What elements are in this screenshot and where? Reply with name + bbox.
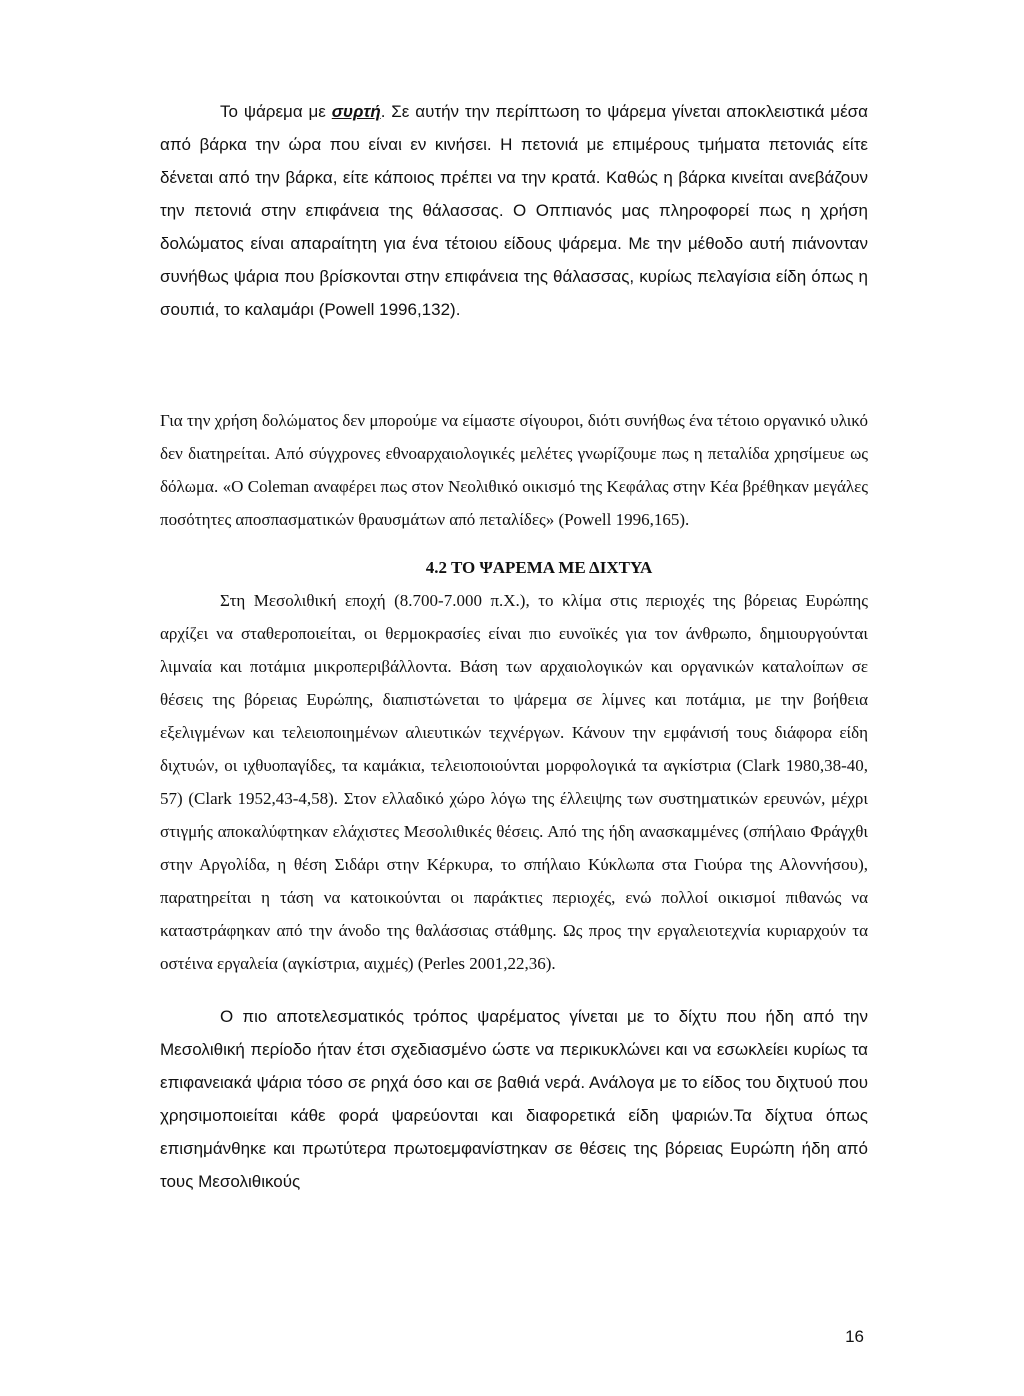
paragraph-body-text: . Σε αυτήν την περίπτωση το ψάρεμα γίνεται αποκλειστικά μέσα από βάρκα την ώρα που είναι εν κινήσει. Η πετονιά με επιμέρους τμήματα πετονιάς είτε δένεται από την βάρκα, είτε κάποιος πρέπει να την κρατά. Καθώς η βάρκα κινείται ανεβάζουν την πετονιά στην επιφάνεια της θάλασσας. Ο Οππιανός μας πληροφορεί πως η χρήση δολώματος είναι απαραίτητη για ένα τέτοιου είδους ψάρεμα. Με την μέθοδο αυτή πιάνονταν συνήθως ψάρια που βρίσκονται στην επιφάνεια της θάλασσας, κυρίως πελαγίσια είδη όπως η σουπιά, το καλαμάρι (Powell 1996,132). <box>160 102 868 319</box>
section-heading <box>160 556 868 580</box>
paragraph-mesolithic <box>160 584 868 980</box>
paragraph-intro-text: Το ψάρεμα με <box>220 102 332 121</box>
paragraph-nets <box>160 1000 868 1198</box>
paragraph-body-text: Στη Μεσολιθική εποχή (8.700-7.000 π.Χ.), το κλίμα στις περιοχές της βόρειας Ευρώπης αρχίζει να σταθεροποιείται, οι θερμοκρασίες είναι πιο ευνοϊκές για τον άνθρωπο, δημιουργούνται λιμναία και ποτάμια μικροπεριβάλλοντα. Βάση των αρχαιολογικών και οργανικών καταλοίπων σε θέσεις της βόρειας Ευρώπης, διαπιστώνεται το ψάρεμα σε λίμνες και ποτάμια, με την βοήθεια εξελιγμένων και τελειοποιημένων αλιευτικών τεχνέργων. Κάνουν την εμφάνισή τους διάφορα είδη διχτυών, οι ιχθυοπαγίδες, τα καμάκια, τελειοποιούνται μορφολογικά τα αγκίστρια (Clark 1980,38-40, 57) (Clark 1952,43-4,58). Στον ελλαδικό χώρο λόγω της έλλειψης των συστηματικών ερευνών, μέχρι στιγμής αποκαλύφτηκαν ελάχιστες Μεσολιθικές θέσεις. Από της ήδη ανασκαμμένες (σπήλαιο Φράγχθι στην Αργολίδα, η θέση Σιδάρι στην Κέρκυρα, το σπήλαιο Κύκλωπα στα Γιούρα της Αλοννήσου), παρατηρείται η τάση να κατοικούνται οι παράκτιες περιοχές, ενώ πολλοί οικισμοί πιθανώς να καταστράφηκαν από την άνοδο της θαλάσσιας στάθμης. Ως προς την εργαλειοτεχνία κυριαρχούν τα οστέινα εργαλεία (αγκίστρια, αιχμές) (Perles 2001,22,36). <box>160 591 868 973</box>
paragraph-fishing-trolling <box>160 95 868 326</box>
emphasized-term: συρτή <box>331 102 381 121</box>
section-heading-text: 4.2 ΤΟ ΨΑΡΕΜΑ ΜΕ ΔΙΧΤΥΑ <box>425 558 653 577</box>
paragraph-bait <box>160 404 868 536</box>
paragraph-body-text: Για την χρήση δολώματος δεν μπορούμε να είμαστε σίγουροι, διότι συνήθως ένα τέτοιο οργανικό υλικό δεν διατηρείται. Από σύγχρονες εθνοαρχαιολογικές μελέτες γνωρίζουμε πως η πεταλίδα χρησίμευε ως δόλωμα. «Ο Coleman αναφέρει πως στον Νεολιθικό οικισμό της Κεφάλας στην Κέα βρέθηκαν μεγάλες ποσότητες αποσπασματικών θραυσμάτων από πεταλίδες» (Powell 1996,165). <box>160 411 868 529</box>
page-number: 16 <box>845 1327 864 1346</box>
paragraph-body-text: Ο πιο αποτελεσματικός τρόπος ψαρέματος γίνεται με το δίχτυ που ήδη από την Μεσολιθική περίοδο ήταν έτσι σχεδιασμένο ώστε να περικυκλώνει και να εσωκλείει κυρίως τα επιφανειακά ψάρια τόσο σε ρηχά όσο και σε βαθιά νερά. Ανάλογα με το είδος του διχτυού που χρησιμοποιείται κάθε φορά ψαρεύονται και διαφορετικά είδη ψαριών.Τα δίχτυα όπως επισημάνθηκε και πρωτύτερα πρωτοεμφανίστηκαν σε θέσεις της βόρειας Ευρώπη ήδη από τους Μεσολιθικούς <box>160 1007 868 1191</box>
